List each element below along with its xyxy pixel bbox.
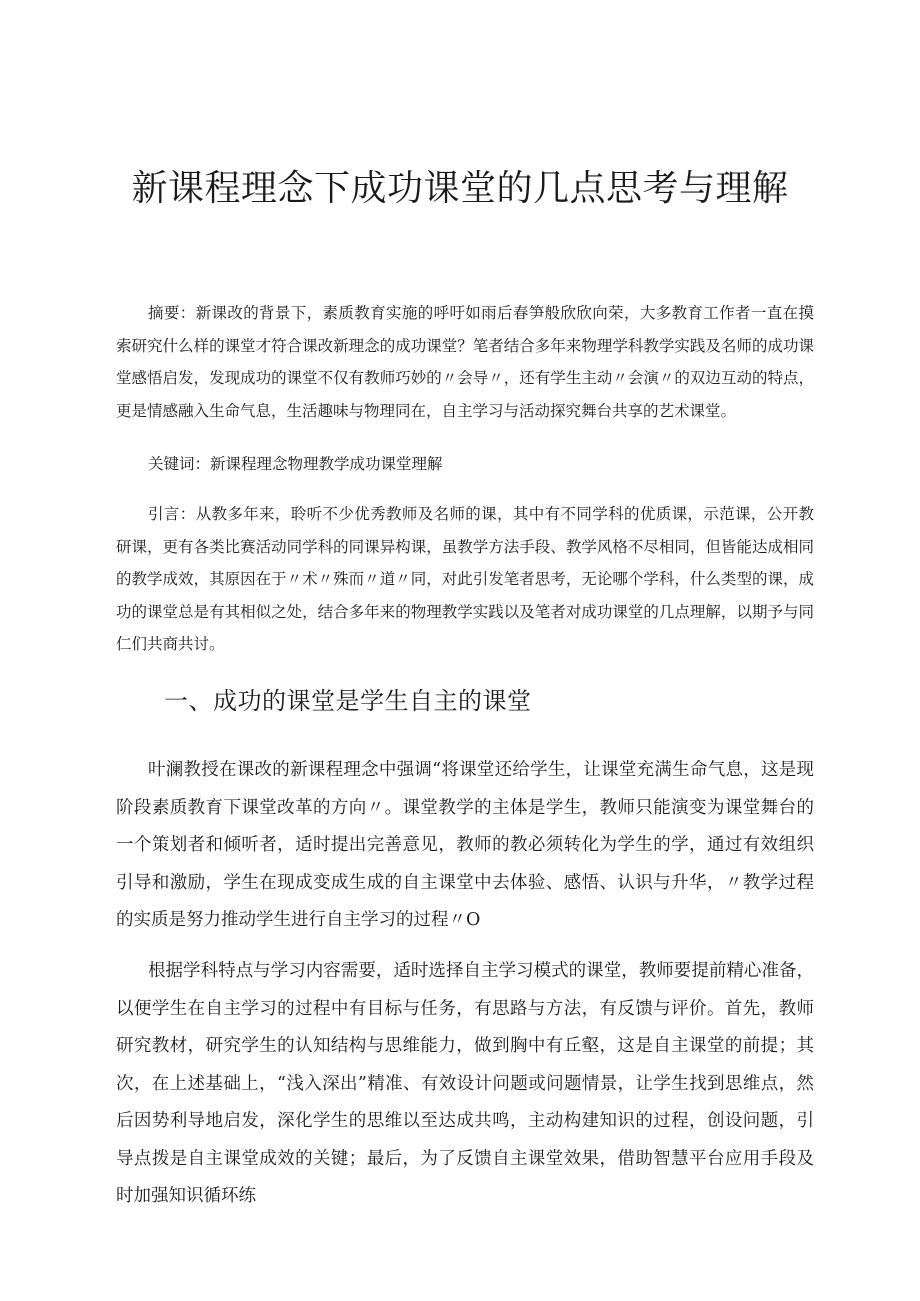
body-paragraph-2: 根据学科特点与学习内容需要，适时选择自主学习模式的课堂，教师要提前精心准备，以便学生在自主学习的过程中有目标与任务，有思路与方法，有反馈与评价。首先，教师研究教材，研究学生的认知结构与思维能力，做到胸中有丘壑，这是自主课堂的前提；其次，在上述基础上，“浅入深出”精准、有效设计问题或问题情景，让学生找到思维点，然后因势利导地启发，深化学生的思维以至达成共鸣，主动构建知识的过程，创设问题，引导点拨是自主课堂成效的关键；最后，为了反馈自主课堂效果，借助智慧平台应用手段及时加强知识循环练 <box>116 961 814 1206</box>
document-title: 新课程理念下成功课堂的几点思考与理解 <box>131 168 789 209</box>
abstract-paragraph: 摘要：新课改的背景下，素质教育实施的呼吁如雨后春笋般欣欣向荣，大多教育工作者一直在摸索研究什么样的课堂才符合课改新理念的成功课堂？笔者结合多年来物理学科教学实践及名师的成功课堂感悟启发，发现成功的课堂不仅有教师巧妙的〃会导〃，还有学生主动〃会演〃的双边互动的特点，更是情感融入生命气息，生活趣味与物理同在，自主学习与活动探究舞台共享的艺术课堂。 <box>116 304 814 420</box>
section-heading: 一、成功的课堂是学生自主的课堂 <box>164 687 532 715</box>
body-paragraph-1: 叶澜教授在课改的新课程理念中强调“将课堂还给学生，让课堂充满生命气息，这是现阶段素质教育下课堂改革的方向〃。课堂教学的主体是学生，教师只能演变为课堂舞台的一个策划者和倾听者，适时提出完善意见，教师的教必须转化为学生的学，通过有效组织引导和激励，学生在现成变成生成的自主课堂中去体验、感悟、认识与升华，〃教学过程的实质是努力推动学生进行自主学习的过程〃O <box>116 760 814 930</box>
intro-paragraph: 引言：从教多年来，聆听不少优秀教师及名师的课，其中有不同学科的优质课，示范课，公开教研课，更有各类比赛活动同学科的同课异构课，虽教学方法手段、教学风格不尽相同，但皆能达成相同的教学成效，其原因在于〃术〃殊而〃道〃同，对此引发笔者思考，无论哪个学科，什么类型的课，成功的课堂总是有其相似之处，结合多年来的物理教学实践以及笔者对成功课堂的几点理解，以期予与同仁们共商共讨。 <box>116 505 814 653</box>
keywords-paragraph: 关键词：新课程理念物理教学成功课堂理解 <box>148 455 443 473</box>
